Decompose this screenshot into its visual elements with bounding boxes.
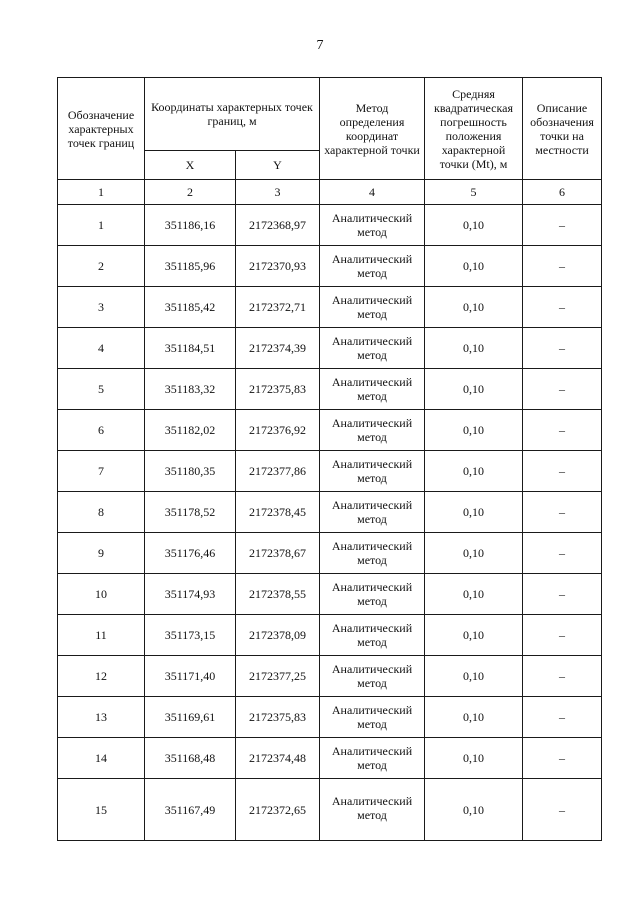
point-cell: 5 [58, 369, 145, 410]
point-cell: 15 [58, 779, 145, 841]
header-accuracy: Средняя квадратическая погрешность положения характерной точки (Mt), м [425, 78, 523, 180]
y-coordinate-cell: 2172376,92 [236, 410, 320, 451]
description-cell: – [523, 533, 602, 574]
point-cell: 3 [58, 287, 145, 328]
table-row [58, 369, 602, 410]
description-cell: – [523, 328, 602, 369]
point-cell: 4 [58, 328, 145, 369]
x-coordinate-cell: 351171,40 [145, 656, 236, 697]
accuracy-cell: 0,10 [425, 287, 523, 328]
point-cell: 2 [58, 246, 145, 287]
x-coordinate-cell: 351186,16 [145, 205, 236, 246]
table-row [58, 451, 602, 492]
table-row [58, 656, 602, 697]
header-y: Y [236, 151, 320, 180]
x-coordinate-cell: 351169,61 [145, 697, 236, 738]
method-cell: Аналитический метод [320, 492, 425, 533]
method-cell: Аналитический метод [320, 779, 425, 841]
table-row [58, 492, 602, 533]
y-coordinate-cell: 2172378,55 [236, 574, 320, 615]
x-coordinate-cell: 351185,42 [145, 287, 236, 328]
point-cell: 14 [58, 738, 145, 779]
method-cell: Аналитический метод [320, 369, 425, 410]
table-row [58, 533, 602, 574]
description-cell: – [523, 615, 602, 656]
description-cell: – [523, 697, 602, 738]
y-coordinate-cell: 2172378,45 [236, 492, 320, 533]
table-row [58, 205, 602, 246]
table-row [58, 738, 602, 779]
accuracy-cell: 0,10 [425, 533, 523, 574]
y-coordinate-cell: 2172377,86 [236, 451, 320, 492]
method-cell: Аналитический метод [320, 615, 425, 656]
header-method: Метод определения координат характерной точки [320, 78, 425, 180]
x-coordinate-cell: 351183,32 [145, 369, 236, 410]
description-cell: – [523, 492, 602, 533]
method-cell: Аналитический метод [320, 451, 425, 492]
y-coordinate-cell: 2172372,71 [236, 287, 320, 328]
point-cell: 8 [58, 492, 145, 533]
description-cell: – [523, 779, 602, 841]
column-number: 2 [145, 180, 236, 205]
header-x: X [145, 151, 236, 180]
point-cell: 1 [58, 205, 145, 246]
point-cell: 11 [58, 615, 145, 656]
point-cell: 12 [58, 656, 145, 697]
table-row [58, 779, 602, 841]
table-row [58, 246, 602, 287]
header-description: Описание обозначения точки на местности [523, 78, 602, 180]
accuracy-cell: 0,10 [425, 410, 523, 451]
column-number: 4 [320, 180, 425, 205]
point-cell: 6 [58, 410, 145, 451]
method-cell: Аналитический метод [320, 328, 425, 369]
y-coordinate-cell: 2172370,93 [236, 246, 320, 287]
boundary-points-table [57, 77, 602, 841]
accuracy-cell: 0,10 [425, 451, 523, 492]
accuracy-cell: 0,10 [425, 246, 523, 287]
x-coordinate-cell: 351184,51 [145, 328, 236, 369]
x-coordinate-cell: 351182,02 [145, 410, 236, 451]
accuracy-cell: 0,10 [425, 205, 523, 246]
x-coordinate-cell: 351174,93 [145, 574, 236, 615]
accuracy-cell: 0,10 [425, 369, 523, 410]
table-row [58, 328, 602, 369]
x-coordinate-cell: 351185,96 [145, 246, 236, 287]
point-cell: 13 [58, 697, 145, 738]
accuracy-cell: 0,10 [425, 738, 523, 779]
accuracy-cell: 0,10 [425, 615, 523, 656]
accuracy-cell: 0,10 [425, 328, 523, 369]
y-coordinate-cell: 2172378,09 [236, 615, 320, 656]
method-cell: Аналитический метод [320, 656, 425, 697]
x-coordinate-cell: 351167,49 [145, 779, 236, 841]
method-cell: Аналитический метод [320, 738, 425, 779]
description-cell: – [523, 287, 602, 328]
description-cell: – [523, 205, 602, 246]
method-cell: Аналитический метод [320, 697, 425, 738]
description-cell: – [523, 246, 602, 287]
column-number: 1 [58, 180, 145, 205]
header-designation: Обозначение характерных точек границ [58, 78, 145, 180]
y-coordinate-cell: 2172375,83 [236, 369, 320, 410]
accuracy-cell: 0,10 [425, 697, 523, 738]
y-coordinate-cell: 2172378,67 [236, 533, 320, 574]
column-number: 5 [425, 180, 523, 205]
header-row [58, 78, 602, 151]
method-cell: Аналитический метод [320, 410, 425, 451]
description-cell: – [523, 410, 602, 451]
method-cell: Аналитический метод [320, 287, 425, 328]
column-number: 6 [523, 180, 602, 205]
description-cell: – [523, 656, 602, 697]
table-row [58, 287, 602, 328]
column-number: 3 [236, 180, 320, 205]
table-row [58, 574, 602, 615]
accuracy-cell: 0,10 [425, 492, 523, 533]
accuracy-cell: 0,10 [425, 574, 523, 615]
point-cell: 10 [58, 574, 145, 615]
x-coordinate-cell: 351180,35 [145, 451, 236, 492]
method-cell: Аналитический метод [320, 205, 425, 246]
y-coordinate-cell: 2172368,97 [236, 205, 320, 246]
point-cell: 9 [58, 533, 145, 574]
page-number: 7 [316, 38, 324, 53]
description-cell: – [523, 369, 602, 410]
description-cell: – [523, 738, 602, 779]
column-numbers-row [58, 180, 602, 205]
table-row [58, 697, 602, 738]
table-body [58, 78, 602, 841]
y-coordinate-cell: 2172377,25 [236, 656, 320, 697]
description-cell: – [523, 451, 602, 492]
table-row [58, 615, 602, 656]
method-cell: Аналитический метод [320, 574, 425, 615]
y-coordinate-cell: 2172374,48 [236, 738, 320, 779]
accuracy-cell: 0,10 [425, 779, 523, 841]
method-cell: Аналитический метод [320, 533, 425, 574]
x-coordinate-cell: 351178,52 [145, 492, 236, 533]
y-coordinate-cell: 2172374,39 [236, 328, 320, 369]
description-cell: – [523, 574, 602, 615]
accuracy-cell: 0,10 [425, 656, 523, 697]
header-coordinates: Координаты характерных точек границ, м [145, 78, 320, 151]
y-coordinate-cell: 2172372,65 [236, 779, 320, 841]
point-cell: 7 [58, 451, 145, 492]
x-coordinate-cell: 351168,48 [145, 738, 236, 779]
y-coordinate-cell: 2172375,83 [236, 697, 320, 738]
x-coordinate-cell: 351173,15 [145, 615, 236, 656]
table-row [58, 410, 602, 451]
method-cell: Аналитический метод [320, 246, 425, 287]
x-coordinate-cell: 351176,46 [145, 533, 236, 574]
